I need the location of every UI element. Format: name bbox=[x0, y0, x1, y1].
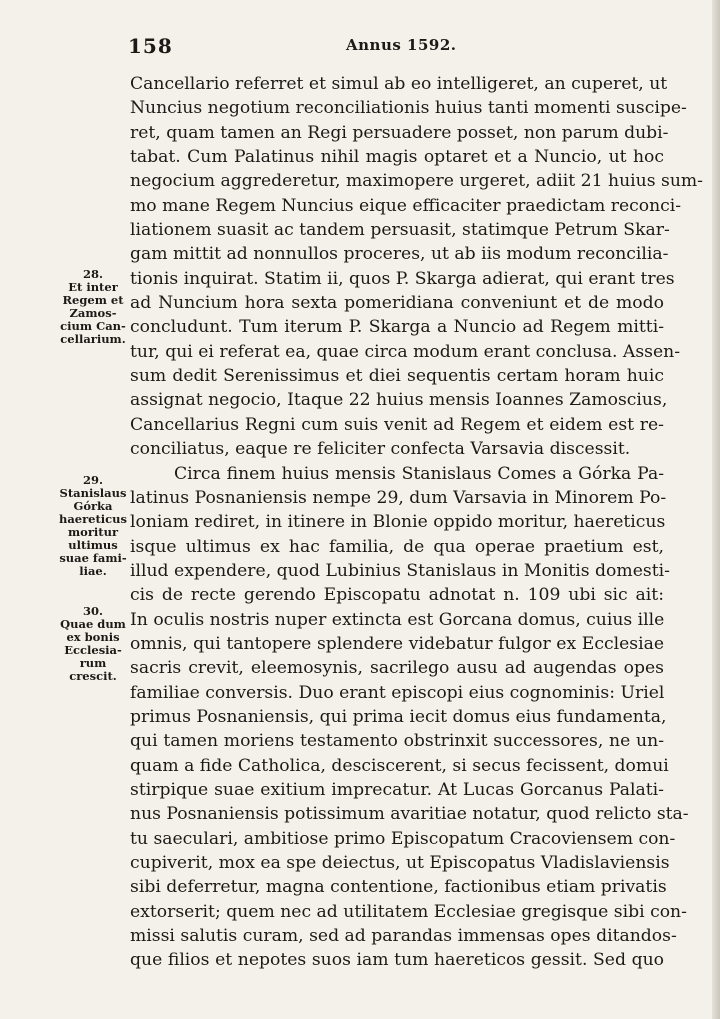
margin-note-line: Stanislaus bbox=[59, 486, 127, 500]
margin-note-number: 28. bbox=[82, 267, 103, 281]
text-line: sibi deferretur, magna contentione, factionibus etiam privatis bbox=[130, 877, 667, 898]
text-line: isque ultimus ex hac familia, de qua operae praetium est, bbox=[130, 536, 664, 557]
margin-note-line: haereticus bbox=[58, 512, 128, 526]
text-line: sacris crevit, eleemosynis, sacrilego ausu ad augendas opes bbox=[130, 658, 664, 679]
margin-note-line: Et inter bbox=[68, 280, 118, 294]
margin-note-line: Ecclesia- bbox=[64, 643, 122, 657]
margin-note-number: 30. bbox=[82, 604, 103, 618]
text-line: loniam rediret, in itinere in Blonie oppido moritur, haereticus bbox=[130, 512, 666, 533]
text-line: cis de recte gerendo Episcopatu adnotat n. 109 ubi sic ait: bbox=[130, 585, 664, 606]
text-line: concludunt. Tum iterum P. Skarga a Nuncio ad Regem mitti- bbox=[130, 317, 664, 338]
margin-note-line: crescit. bbox=[69, 669, 117, 683]
text-line: assignat negocio, Itaque 22 huius mensis Ioannes Zamoscius, bbox=[130, 390, 668, 411]
text-line: Cancellarius Regni cum suis venit ad Regem et eidem est re- bbox=[130, 414, 664, 435]
text-line: quam a fide Catholica, desciscerent, si secus fecissent, domui bbox=[130, 755, 669, 776]
text-line: nus Posnaniensis potissimum avaritiae notatur, quod relicto sta- bbox=[130, 804, 689, 825]
text-line: missi salutis curam, sed ad parandas immensas opes ditandos- bbox=[130, 926, 677, 947]
running-title: Annus 1592. bbox=[346, 36, 457, 54]
margin-note-29 bbox=[58, 474, 128, 578]
scan-edge bbox=[712, 0, 720, 1019]
text-line: mo mane Regem Nuncius eique efficaciter praedictam reconci- bbox=[130, 195, 682, 216]
text-line: tu saeculari, ambitiose primo Episcopatum Cracoviensem con- bbox=[130, 828, 676, 849]
text-line: negocium aggrederetur, maximopere urgeret, adiit 21 huius sum- bbox=[130, 171, 703, 192]
text-line: tur, qui ei referat ea, quae circa modum erant conclusa. Assen- bbox=[130, 341, 681, 362]
text-line: que filios et nepotes suos iam tum haereticos gessit. Sed quo bbox=[130, 950, 664, 971]
text-line: ret, quam tamen an Regi persuadere posset, non parum dubi- bbox=[130, 122, 669, 143]
margin-note-line: ex bonis bbox=[66, 630, 120, 644]
text-line: tabat. Cum Palatinus nihil magis optaret et a Nuncio, ut hoc bbox=[130, 147, 664, 168]
margin-note-number: 29. bbox=[82, 473, 103, 487]
margin-note-line: ultimus bbox=[68, 538, 118, 552]
text-line: In oculis nostris nuper extincta est Gorcana domus, cuius ille bbox=[130, 609, 665, 630]
text-line: ad Nuncium hora sexta pomeridiana conveniunt et de modo bbox=[130, 293, 664, 314]
paragraph-start-line: Circa finem huius mensis Stanislaus Comes a Górka Pa- bbox=[174, 463, 664, 484]
margin-note-line: Quae dum bbox=[60, 617, 126, 631]
margin-note-line: liae. bbox=[79, 564, 107, 578]
text-line: omnis, qui tantopere splendere videbatur fulgor ex Ecclesiae bbox=[130, 633, 664, 654]
text-line: conciliatus, eaque re feliciter confecta Varsavia discessit. bbox=[130, 439, 631, 460]
body-text bbox=[130, 72, 703, 973]
margin-note-line: suae fami- bbox=[59, 551, 127, 565]
text-line: qui tamen moriens testamento obstrinxit successores, ne un- bbox=[130, 731, 664, 752]
margin-note-30 bbox=[58, 605, 128, 683]
text-line: Nuncius negotium reconciliationis huius tanti momenti suscipe- bbox=[130, 98, 687, 119]
text-line: familiae conversis. Duo erant episcopi eius cognominis: Uriel bbox=[130, 682, 665, 703]
text-line: gam mittit ad nonnullos proceres, ut ab iis modum reconcilia- bbox=[130, 244, 669, 265]
text-line: latinus Posnaniensis nempe 29, dum Varsavia in Minorem Po- bbox=[130, 487, 667, 508]
text-line: stirpique suae exitium imprecatur. At Lucas Gorcanus Palati- bbox=[130, 779, 664, 800]
margin-note-line: Regem et bbox=[62, 293, 124, 307]
margin-note-line: Górka bbox=[73, 499, 113, 513]
margin-note-line: cium Can- bbox=[60, 319, 126, 333]
text-line: Cancellario referret et simul ab eo intelligeret, an cuperet, ut bbox=[130, 74, 668, 94]
margin-note-line: moritur bbox=[68, 525, 118, 539]
text-line: liationem suasit ac tandem persuasit, statimque Petrum Skar- bbox=[130, 220, 670, 241]
text-line: primus Posnaniensis, qui prima iecit domus eius fundamenta, bbox=[130, 706, 667, 727]
text-line: extorserit; quem nec ad utilitatem Ecclesiae gregisque sibi con- bbox=[130, 901, 687, 922]
text-line: tionis inquirat. Statim ii, quos P. Skarga adierat, qui erant tres bbox=[130, 268, 675, 289]
margin-note-28 bbox=[58, 268, 128, 346]
margin-note-line: cellarium. bbox=[60, 332, 126, 346]
margin-note-line: rum bbox=[79, 656, 107, 670]
page-number: 158 bbox=[128, 34, 173, 58]
text-line: illud expendere, quod Lubinius Stanislaus in Monitis domesti- bbox=[130, 560, 670, 581]
margin-note-line: Zamos- bbox=[69, 306, 117, 320]
text-line: sum dedit Serenissimus et diei sequentis certam horam huic bbox=[130, 366, 664, 387]
text-line: cupiverit, mox ea spe deiectus, ut Episcopatus Vladislaviensis bbox=[130, 853, 670, 873]
